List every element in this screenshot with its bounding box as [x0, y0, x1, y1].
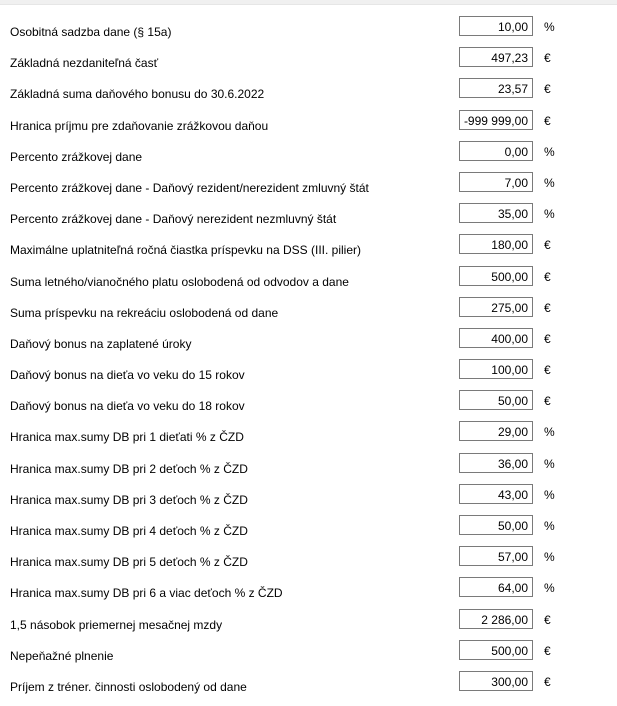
field-label: 1,5 násobok priemernej mesačnej mzdy: [10, 617, 223, 632]
unit-label: €: [544, 51, 551, 66]
field-label: Percento zrážkovej dane - Daňový rezident/nerezident zmluvný štát: [10, 180, 369, 195]
unit-label: %: [544, 175, 555, 190]
field-label: Suma príspevku na rekreáciu oslobodená od dane: [10, 305, 279, 320]
unit-label: €: [544, 82, 551, 97]
value-input[interactable]: [459, 577, 533, 597]
unit-label: %: [544, 550, 555, 565]
value-input[interactable]: [459, 110, 533, 130]
field-label: Základná nezdaniteľná časť: [10, 56, 159, 71]
field-label: Hranica max.sumy DB pri 6 a viac deťoch % z ČZD: [10, 586, 283, 601]
field-label: Percento zrážkovej dane - Daňový nerezident nezmluvný štát: [10, 212, 337, 227]
top-strip: [0, 0, 617, 5]
value-input[interactable]: [459, 546, 533, 566]
unit-label: €: [544, 612, 551, 627]
form-row: [0, 453, 617, 484]
field-label: Maximálne uplatniteľná ročná čiastka príspevku na DSS (III. pilier): [10, 243, 361, 258]
form-row: [0, 266, 617, 297]
value-input[interactable]: [459, 515, 533, 535]
field-label: Hranica max.sumy DB pri 4 deťoch % z ČZD: [10, 524, 248, 538]
form-row: [0, 172, 617, 203]
unit-label: %: [544, 581, 555, 596]
value-input[interactable]: [459, 78, 533, 98]
unit-label: €: [544, 643, 551, 658]
form-row: [0, 141, 617, 172]
value-input[interactable]: [459, 359, 533, 379]
field-label: Hranica max.sumy DB pri 3 deťoch % z ČZD: [10, 492, 248, 507]
field-label: Suma letného/vianočného platu oslobodená od odvodov a dane: [10, 274, 349, 289]
unit-label: %: [544, 144, 555, 159]
unit-label: %: [544, 20, 555, 34]
field-label: Hranica príjmu pre zdaňovanie zrážkovou daňou: [10, 118, 269, 133]
form-row: [0, 47, 617, 78]
unit-label: €: [544, 300, 551, 315]
unit-label: €: [544, 363, 551, 378]
form-row: [0, 640, 617, 671]
form-row: [0, 484, 617, 515]
value-input[interactable]: [459, 141, 533, 161]
unit-label: €: [544, 269, 551, 284]
unit-label: %: [544, 456, 555, 471]
form-row: [0, 297, 617, 328]
field-label: Hranica max.sumy DB pri 1 dieťati % z ČZD: [10, 430, 244, 445]
form-row: [0, 359, 617, 390]
form-row: [0, 78, 617, 109]
field-label: Základná suma daňového bonusu do 30.6.2022: [10, 87, 265, 102]
unit-label: €: [544, 331, 551, 346]
unit-label: €: [544, 674, 551, 689]
field-label: Nepeňažné plnenie: [10, 648, 114, 663]
unit-label: €: [544, 238, 551, 253]
unit-label: €: [544, 394, 551, 409]
value-input[interactable]: [459, 234, 533, 254]
value-input[interactable]: [459, 390, 533, 410]
form-row: [0, 671, 617, 702]
form-row: [0, 515, 617, 546]
unit-label: %: [544, 487, 555, 502]
field-label: Percento zrážkovej dane: [10, 149, 143, 164]
field-label: Hranica max.sumy DB pri 5 deťoch % z ČZD: [10, 555, 248, 570]
value-input[interactable]: [459, 484, 533, 504]
settings-form: [0, 16, 617, 702]
field-label: Daňový bonus na zaplatené úroky: [10, 336, 192, 351]
form-row: [0, 16, 617, 47]
unit-label: €: [544, 113, 551, 128]
field-label: Príjem z tréner. činnosti oslobodený od dane: [10, 679, 247, 694]
value-input[interactable]: [459, 16, 533, 36]
form-row: [0, 328, 617, 359]
field-label: Hranica max.sumy DB pri 2 deťoch % z ČZD: [10, 461, 248, 476]
form-row: [0, 421, 617, 452]
value-input[interactable]: [459, 266, 533, 286]
value-input[interactable]: [459, 328, 533, 348]
value-input[interactable]: [459, 297, 533, 317]
field-label: Daňový bonus na dieťa vo veku do 18 rokov: [10, 399, 245, 414]
value-input[interactable]: [459, 640, 533, 660]
value-input[interactable]: [459, 421, 533, 441]
value-input[interactable]: [459, 203, 533, 223]
form-row: [0, 110, 617, 141]
form-row: [0, 609, 617, 640]
form-row: [0, 577, 617, 608]
form-row: [0, 390, 617, 421]
unit-label: %: [544, 207, 555, 222]
value-input[interactable]: [459, 671, 533, 691]
value-input[interactable]: [459, 609, 533, 629]
form-row: [0, 234, 617, 265]
form-row: [0, 203, 617, 234]
unit-label: %: [544, 425, 555, 440]
field-label: Daňový bonus na dieťa vo veku do 15 rokov: [10, 368, 245, 383]
unit-label: %: [544, 519, 555, 533]
field-label: Osobitná sadzba dane (§ 15a): [10, 25, 172, 39]
value-input[interactable]: [459, 453, 533, 473]
value-input[interactable]: [459, 47, 533, 67]
value-input[interactable]: [459, 172, 533, 192]
form-row: [0, 546, 617, 577]
